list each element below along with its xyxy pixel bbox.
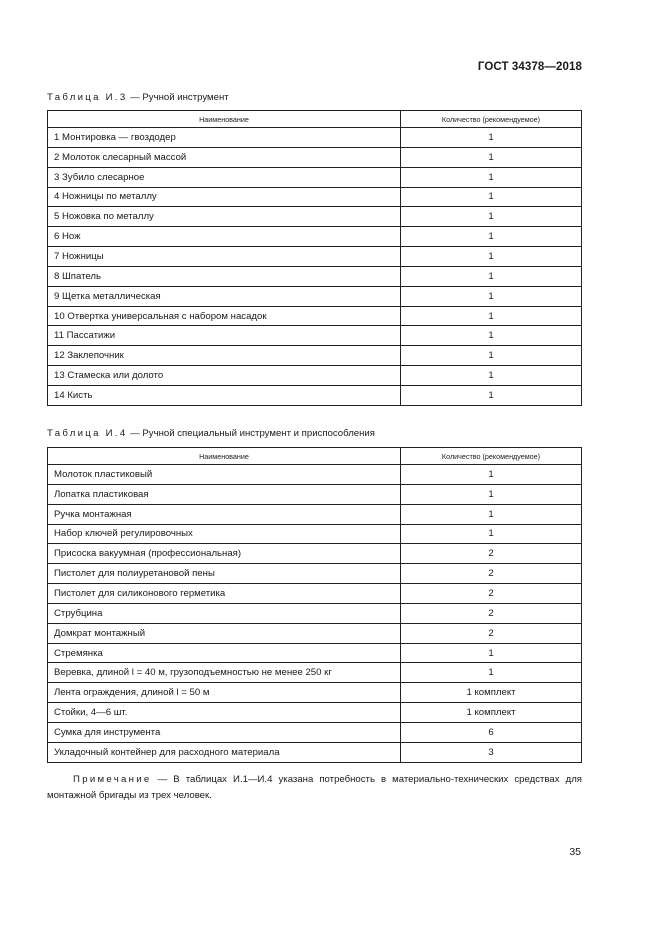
table1-caption-text: — Ручной инструмент (127, 92, 229, 103)
item-name-cell: 14 Кисть (48, 385, 401, 405)
item-name-cell: Струбцина (48, 603, 401, 623)
item-name-cell: 12 Заклепочник (48, 346, 401, 366)
column-header-name: Наименование (48, 448, 401, 465)
item-name-cell: 6 Нож (48, 227, 401, 247)
note-label: Примечание (73, 774, 152, 785)
item-quantity-cell: 1 (401, 346, 582, 366)
column-header-quantity: Количество (рекомендуемое) (401, 448, 582, 465)
table-row (48, 326, 582, 346)
item-name-cell: 2 Молоток слесарный массой (48, 147, 401, 167)
table-row (48, 167, 582, 187)
item-quantity-cell: 3 (401, 742, 582, 762)
item-quantity-cell: 1 (401, 147, 582, 167)
table1-caption (47, 92, 229, 103)
table-row (48, 524, 582, 544)
table-row (48, 722, 582, 742)
item-name-cell: Пистолет для силиконового герметика (48, 584, 401, 604)
item-name-cell: Лопатка пластиковая (48, 484, 401, 504)
item-name-cell: Веревка, длиной l = 40 м, грузоподъемностью не менее 250 кг (48, 663, 401, 683)
hand-tools-table (47, 110, 582, 406)
item-name-cell: 1 Монтировка — гвоздодер (48, 128, 401, 148)
table-row (48, 623, 582, 643)
item-quantity-cell: 1 (401, 306, 582, 326)
table-row (48, 544, 582, 564)
item-name-cell: 9 Щетка металлическая (48, 286, 401, 306)
item-name-cell: 13 Стамеска или долото (48, 366, 401, 386)
table1-caption-label: Таблица И.3 (47, 92, 128, 103)
item-quantity-cell: 1 (401, 366, 582, 386)
table-row (48, 504, 582, 524)
item-name-cell: 8 Шпатель (48, 266, 401, 286)
table-row (48, 584, 582, 604)
page-number: 35 (569, 846, 581, 858)
table-row (48, 346, 582, 366)
item-quantity-cell: 1 (401, 167, 582, 187)
table-row (48, 663, 582, 683)
item-name-cell: Присоска вакуумная (профессиональная) (48, 544, 401, 564)
item-quantity-cell: 1 (401, 524, 582, 544)
item-quantity-cell: 1 (401, 286, 582, 306)
table-row (48, 187, 582, 207)
table-row (48, 247, 582, 267)
item-quantity-cell: 1 (401, 187, 582, 207)
item-name-cell: Набор ключей регулировочных (48, 524, 401, 544)
item-name-cell: Сумка для инструмента (48, 722, 401, 742)
item-name-cell: Лента ограждения, длиной l = 50 м (48, 683, 401, 703)
table-row (48, 385, 582, 405)
item-quantity-cell: 1 (401, 663, 582, 683)
table2-caption-label: Таблица И.4 (47, 428, 128, 439)
table-row (48, 227, 582, 247)
table-row (48, 603, 582, 623)
item-quantity-cell: 1 (401, 465, 582, 485)
item-name-cell: Пистолет для полиуретановой пены (48, 564, 401, 584)
table2-caption (47, 428, 375, 439)
column-header-quantity: Количество (рекомендуемое) (401, 111, 582, 128)
table-row (48, 306, 582, 326)
table-header-row (48, 448, 582, 465)
item-quantity-cell: 2 (401, 603, 582, 623)
item-quantity-cell: 2 (401, 623, 582, 643)
item-quantity-cell: 6 (401, 722, 582, 742)
item-quantity-cell: 1 (401, 385, 582, 405)
table-row (48, 147, 582, 167)
item-quantity-cell: 1 (401, 643, 582, 663)
item-name-cell: 3 Зубило слесарное (48, 167, 401, 187)
item-name-cell: 4 Ножницы по металлу (48, 187, 401, 207)
table-row (48, 465, 582, 485)
item-name-cell: Укладочный контейнер для расходного материала (48, 742, 401, 762)
special-tools-table (47, 447, 582, 763)
item-quantity-cell: 1 комплект (401, 703, 582, 723)
item-quantity-cell: 2 (401, 584, 582, 604)
table-row (48, 683, 582, 703)
item-name-cell: Молоток пластиковый (48, 465, 401, 485)
item-quantity-cell: 2 (401, 564, 582, 584)
table-note (47, 772, 582, 804)
item-name-cell: Ручка монтажная (48, 504, 401, 524)
table-header-row (48, 111, 582, 128)
table-row (48, 703, 582, 723)
item-quantity-cell: 1 (401, 128, 582, 148)
table-row (48, 266, 582, 286)
item-quantity-cell: 1 (401, 484, 582, 504)
table-row (48, 643, 582, 663)
table-row (48, 366, 582, 386)
table-row (48, 564, 582, 584)
item-quantity-cell: 1 (401, 207, 582, 227)
item-name-cell: Стремянка (48, 643, 401, 663)
item-name-cell: Стойки, 4—6 шт. (48, 703, 401, 723)
item-quantity-cell: 1 (401, 247, 582, 267)
table-row (48, 128, 582, 148)
item-quantity-cell: 1 (401, 227, 582, 247)
item-quantity-cell: 2 (401, 544, 582, 564)
item-quantity-cell: 1 (401, 266, 582, 286)
item-name-cell: 10 Отвертка универсальная с набором насадок (48, 306, 401, 326)
table2-caption-text: — Ручной специальный инструмент и приспособления (127, 428, 375, 439)
item-name-cell: 11 Пассатижи (48, 326, 401, 346)
column-header-name: Наименование (48, 111, 401, 128)
item-quantity-cell: 1 (401, 326, 582, 346)
table-row (48, 286, 582, 306)
table-row (48, 484, 582, 504)
item-quantity-cell: 1 комплект (401, 683, 582, 703)
item-name-cell: Домкрат монтажный (48, 623, 401, 643)
item-name-cell: 7 Ножницы (48, 247, 401, 267)
item-quantity-cell: 1 (401, 504, 582, 524)
document-standard-header: ГОСТ 34378—2018 (477, 61, 582, 73)
table-row (48, 742, 582, 762)
table-row (48, 207, 582, 227)
item-name-cell: 5 Ножовка по металлу (48, 207, 401, 227)
note-text: — В таблицах И.1—И.4 указана потребность в материально-технических средствах для монтажной бригады из трех человек. (47, 774, 582, 801)
